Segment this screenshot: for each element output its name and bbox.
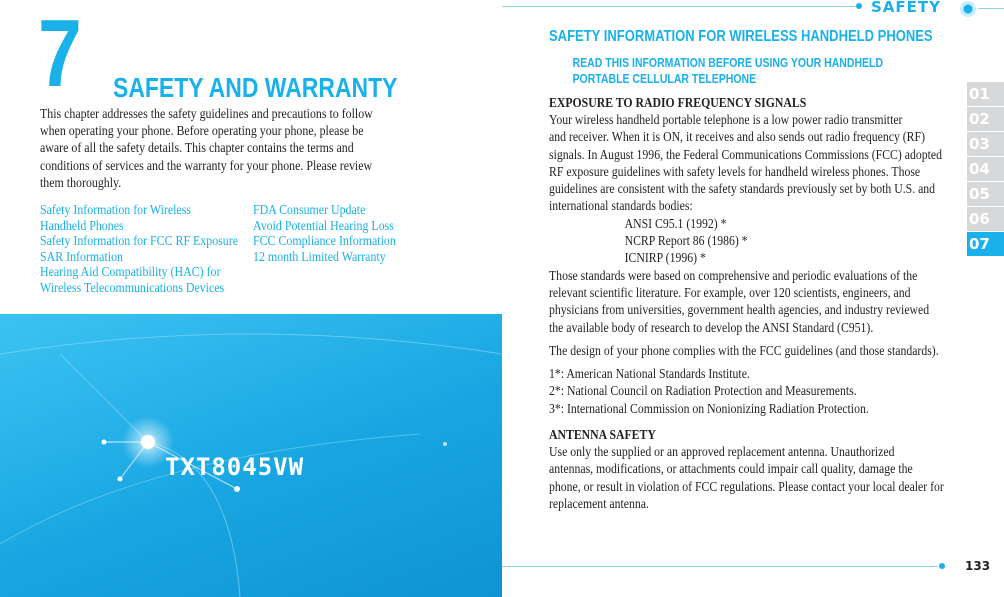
chapter-tab-02[interactable]: 02 — [967, 107, 1004, 131]
toc-entry[interactable]: Safety Information for FCC RF Exposure — [40, 234, 238, 249]
page-number: 133 — [965, 559, 991, 573]
toc-entry[interactable]: FCC Compliance Information — [253, 234, 396, 249]
toc-entry[interactable]: Wireless Telecommunications Devices — [40, 280, 225, 296]
glow-orb-core — [141, 435, 155, 449]
antenna-paragraph — [549, 444, 961, 513]
standard-item: ANSI C95.1 (1992) * — [624, 216, 727, 232]
banner-dot — [102, 440, 107, 445]
text-line: physicians from universities, government health agencies, and industry reviewed — [549, 303, 930, 319]
text-line: the available body of research to develop the ANSI Standard (C951). — [549, 320, 874, 336]
toc-entry[interactable]: 12 month Limited Warranty — [253, 249, 386, 265]
text-line: Your wireless handheld portable telephone is a low power radio transmitter — [549, 113, 903, 128]
intro-line: when operating your phone. Before operating your phone, please be — [40, 124, 364, 140]
toc-entry[interactable]: FDA Consumer Update — [253, 203, 366, 218]
standards-list — [549, 216, 961, 268]
intro-line: aware of all the safety details. This chapter contains the terms and — [40, 141, 354, 157]
banner-dot — [234, 486, 240, 492]
text-line: and receiver. When it is ON, it receives and also sends out radio frequency (RF) — [549, 130, 925, 146]
footnote: 1*: American National Standards Institute. — [549, 367, 750, 383]
banner-dot — [118, 477, 123, 482]
footnote: 3*: International Commission on Nonionizing Radiation Protection. — [549, 401, 869, 417]
rf-heading: EXPOSURE TO RADIO FREQUENCY SIGNALS — [549, 96, 807, 111]
sub-heading — [573, 55, 961, 87]
intro-line: them thoroughly. — [40, 175, 122, 191]
standard-item: NCRP Report 86 (1986) * — [624, 234, 748, 250]
text-line: phone, or result in violation of FCC regulations. Please contact your local dealer for — [549, 479, 944, 495]
toc-entry[interactable]: Handheld Phones — [40, 218, 124, 234]
text-line: signals. In August 1996, the Federal Communications Commissions (FCC) adopted — [549, 147, 942, 163]
intro-line: conditions of services and the warranty for your phone. Please review — [40, 158, 373, 174]
page-heading: SAFETY INFORMATION FOR WIRELESS HANDHELD PHONES — [549, 28, 933, 45]
chapter-tabs — [967, 82, 1004, 257]
chapter-tab-06[interactable]: 06 — [967, 207, 1004, 231]
section-marker-icon — [960, 1, 976, 17]
text-line: replacement antenna. — [549, 496, 649, 512]
rf-paragraph — [549, 112, 961, 216]
text-line: antennas, modifications, or attachments could impair call quality, damage the — [549, 462, 913, 478]
footer-rule — [502, 566, 938, 567]
text-line: international standards bodies: — [549, 199, 693, 215]
chapter-tab-07[interactable]: 07 — [967, 232, 1004, 256]
footnotes — [549, 366, 961, 418]
page-content — [549, 28, 961, 513]
design-line: The design of your phone complies with the FCC guidelines (and those standards). — [549, 343, 939, 359]
standard-item: ICNIRP (1996) * — [624, 251, 706, 267]
chapter-number: 7 — [38, 0, 81, 107]
standards-paragraph — [549, 268, 961, 337]
chapter-tab-03[interactable]: 03 — [967, 132, 1004, 156]
footer-rule-dot — [939, 563, 945, 569]
banner-dot — [443, 442, 447, 446]
toc-entry[interactable]: Avoid Potential Hearing Loss — [253, 218, 394, 234]
header-rule — [502, 6, 860, 7]
text-line: Those standards were based on comprehensive and periodic evaluations of the — [549, 268, 918, 284]
toc-column-right — [253, 203, 432, 265]
intro-line: This chapter addresses the safety guidelines and precautions to follow — [40, 107, 373, 122]
text-line: RF exposure guidelines with safety levels for handheld wireless phones. Those — [549, 164, 921, 180]
text-line: relevant scientific literature. For example, over 120 scientists, engineers, and — [549, 285, 911, 301]
header-rule-dot — [856, 3, 862, 9]
sub-heading-line: PORTABLE CELLULAR TELEPHONE — [572, 72, 757, 86]
text-line: Use only the supplied or an approved replacement antenna. Unauthorized — [549, 445, 895, 461]
sub-heading-line: READ THIS INFORMATION BEFORE USING YOUR HANDHELD — [572, 56, 884, 70]
text-line: guidelines are consistent with the safety standards previously set by both U.S. and — [549, 182, 936, 198]
toc-entry[interactable]: Safety Information for Wireless — [40, 203, 191, 218]
chapter-intro — [40, 106, 440, 192]
footnote: 2*: National Council on Radiation Protection and Measurements. — [549, 384, 857, 400]
antenna-heading: ANTENNA SAFETY — [549, 428, 656, 444]
chapter-tab-01[interactable]: 01 — [967, 82, 1004, 106]
toc-entry[interactable]: Hearing Aid Compatibility (HAC) for — [40, 265, 221, 280]
model-name: TXT8045VW — [165, 453, 305, 481]
chapter-title: SAFETY AND WARRANTY — [113, 72, 398, 103]
chapter-tab-05[interactable]: 05 — [967, 182, 1004, 206]
toc-column-left — [40, 203, 261, 296]
toc-entry[interactable]: SAR Information — [40, 249, 123, 265]
header-rule-end — [978, 8, 1004, 9]
section-label: SAFETY — [871, 0, 941, 16]
chapter-tab-04[interactable]: 04 — [967, 157, 1004, 181]
